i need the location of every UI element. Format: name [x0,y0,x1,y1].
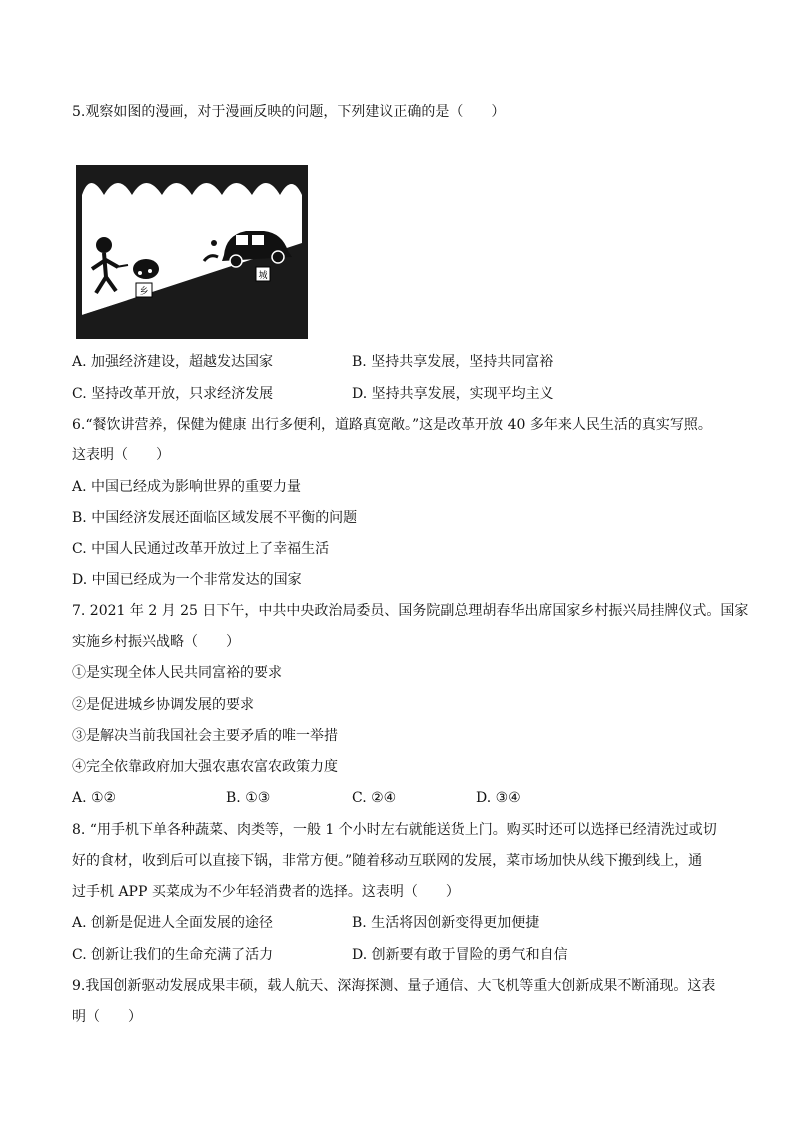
q6-stem-line-1: 6.“餐饮讲营养，保健为健康 出行多便利，道路真宽敞。”这是改革开放 40 多年来人民生活的真实写照。 [72,417,712,433]
cartoon-image [76,165,308,339]
q6-option-b[interactable]: B. 中国经济发展还面临区域发展不平衡的问题 [72,510,358,526]
q6-option-c[interactable]: C. 中国人民通过改革开放过上了幸福生活 [72,541,330,557]
q7-stem-line-2: 实施乡村振兴战略（ ） [72,634,240,650]
q8-stem-line-3: 过手机 APP 买菜成为不少年轻消费者的选择。这表明（ ） [72,884,460,900]
q7-item-2: ②是促进城乡协调发展的要求 [72,697,254,713]
q8-option-c[interactable]: C. 创新让我们的生命充满了活力 [72,947,274,963]
city-sign: 城 [258,271,268,281]
q7-option-b[interactable]: B. ①③ [226,790,271,806]
q7-option-c[interactable]: C. ②④ [352,790,397,806]
village-sign: 乡 [139,287,149,297]
q8-stem-line-1: 8. “用手机下单各种蔬菜、肉类等，一般 1 个小时左右就能送货上门。购买时还可以选择已经清洗过或切 [72,822,717,838]
q8-stem-line-2: 好的食材，收到后可以直接下锅，非常方便。”随着移动互联网的发展，菜市场加快从线下搬到线上，通 [72,853,703,869]
q7-stem-line-1: 7. 2021 年 2 月 25 日下午，中共中央政治局委员、国务院副总理胡春华出席国家乡村振兴局挂牌仪式。国家 [72,603,749,619]
q8-option-b[interactable]: B. 生活将因创新变得更加便捷 [352,915,540,931]
q9-stem-line-2: 明（ ） [72,1009,142,1025]
q6-option-a[interactable]: A. 中国已经成为影响世界的重要力量 [72,479,302,495]
q6-option-d[interactable]: D. 中国已经成为一个非常发达的国家 [72,572,302,588]
q5-option-b[interactable]: B. 坚持共享发展，坚持共同富裕 [352,354,554,370]
q5-option-c[interactable]: C. 坚持改革开放，只求经济发展 [72,386,274,402]
q9-stem-line-1: 9.我国创新驱动发展成果丰硕，载人航天、深海探测、量子通信、大飞机等重大创新成果不断涌现。这表 [72,978,716,994]
q7-option-a[interactable]: A. ①② [72,790,117,806]
q8-option-a[interactable]: A. 创新是促进人全面发展的途径 [72,915,274,931]
q8-option-d[interactable]: D. 创新要有敢于冒险的勇气和自信 [352,947,568,963]
q7-option-d[interactable]: D. ③④ [476,790,521,806]
q7-item-1: ①是实现全体人民共同富裕的要求 [72,665,282,681]
q5-option-d[interactable]: D. 坚持共享发展，实现平均主义 [352,386,554,402]
q5-option-a[interactable]: A. 加强经济建设，超越发达国家 [72,354,274,370]
rural-figure [133,259,159,279]
q5-stem: 5.观察如图的漫画，对于漫画反映的问题，下列建议正确的是（ ） [72,104,506,120]
q7-item-4: ④完全依靠政府加大强农惠农富农政策力度 [72,759,338,775]
q6-stem-line-2: 这表明（ ） [72,447,170,463]
q7-item-3: ③是解决当前我国社会主要矛盾的唯一举措 [72,728,338,744]
